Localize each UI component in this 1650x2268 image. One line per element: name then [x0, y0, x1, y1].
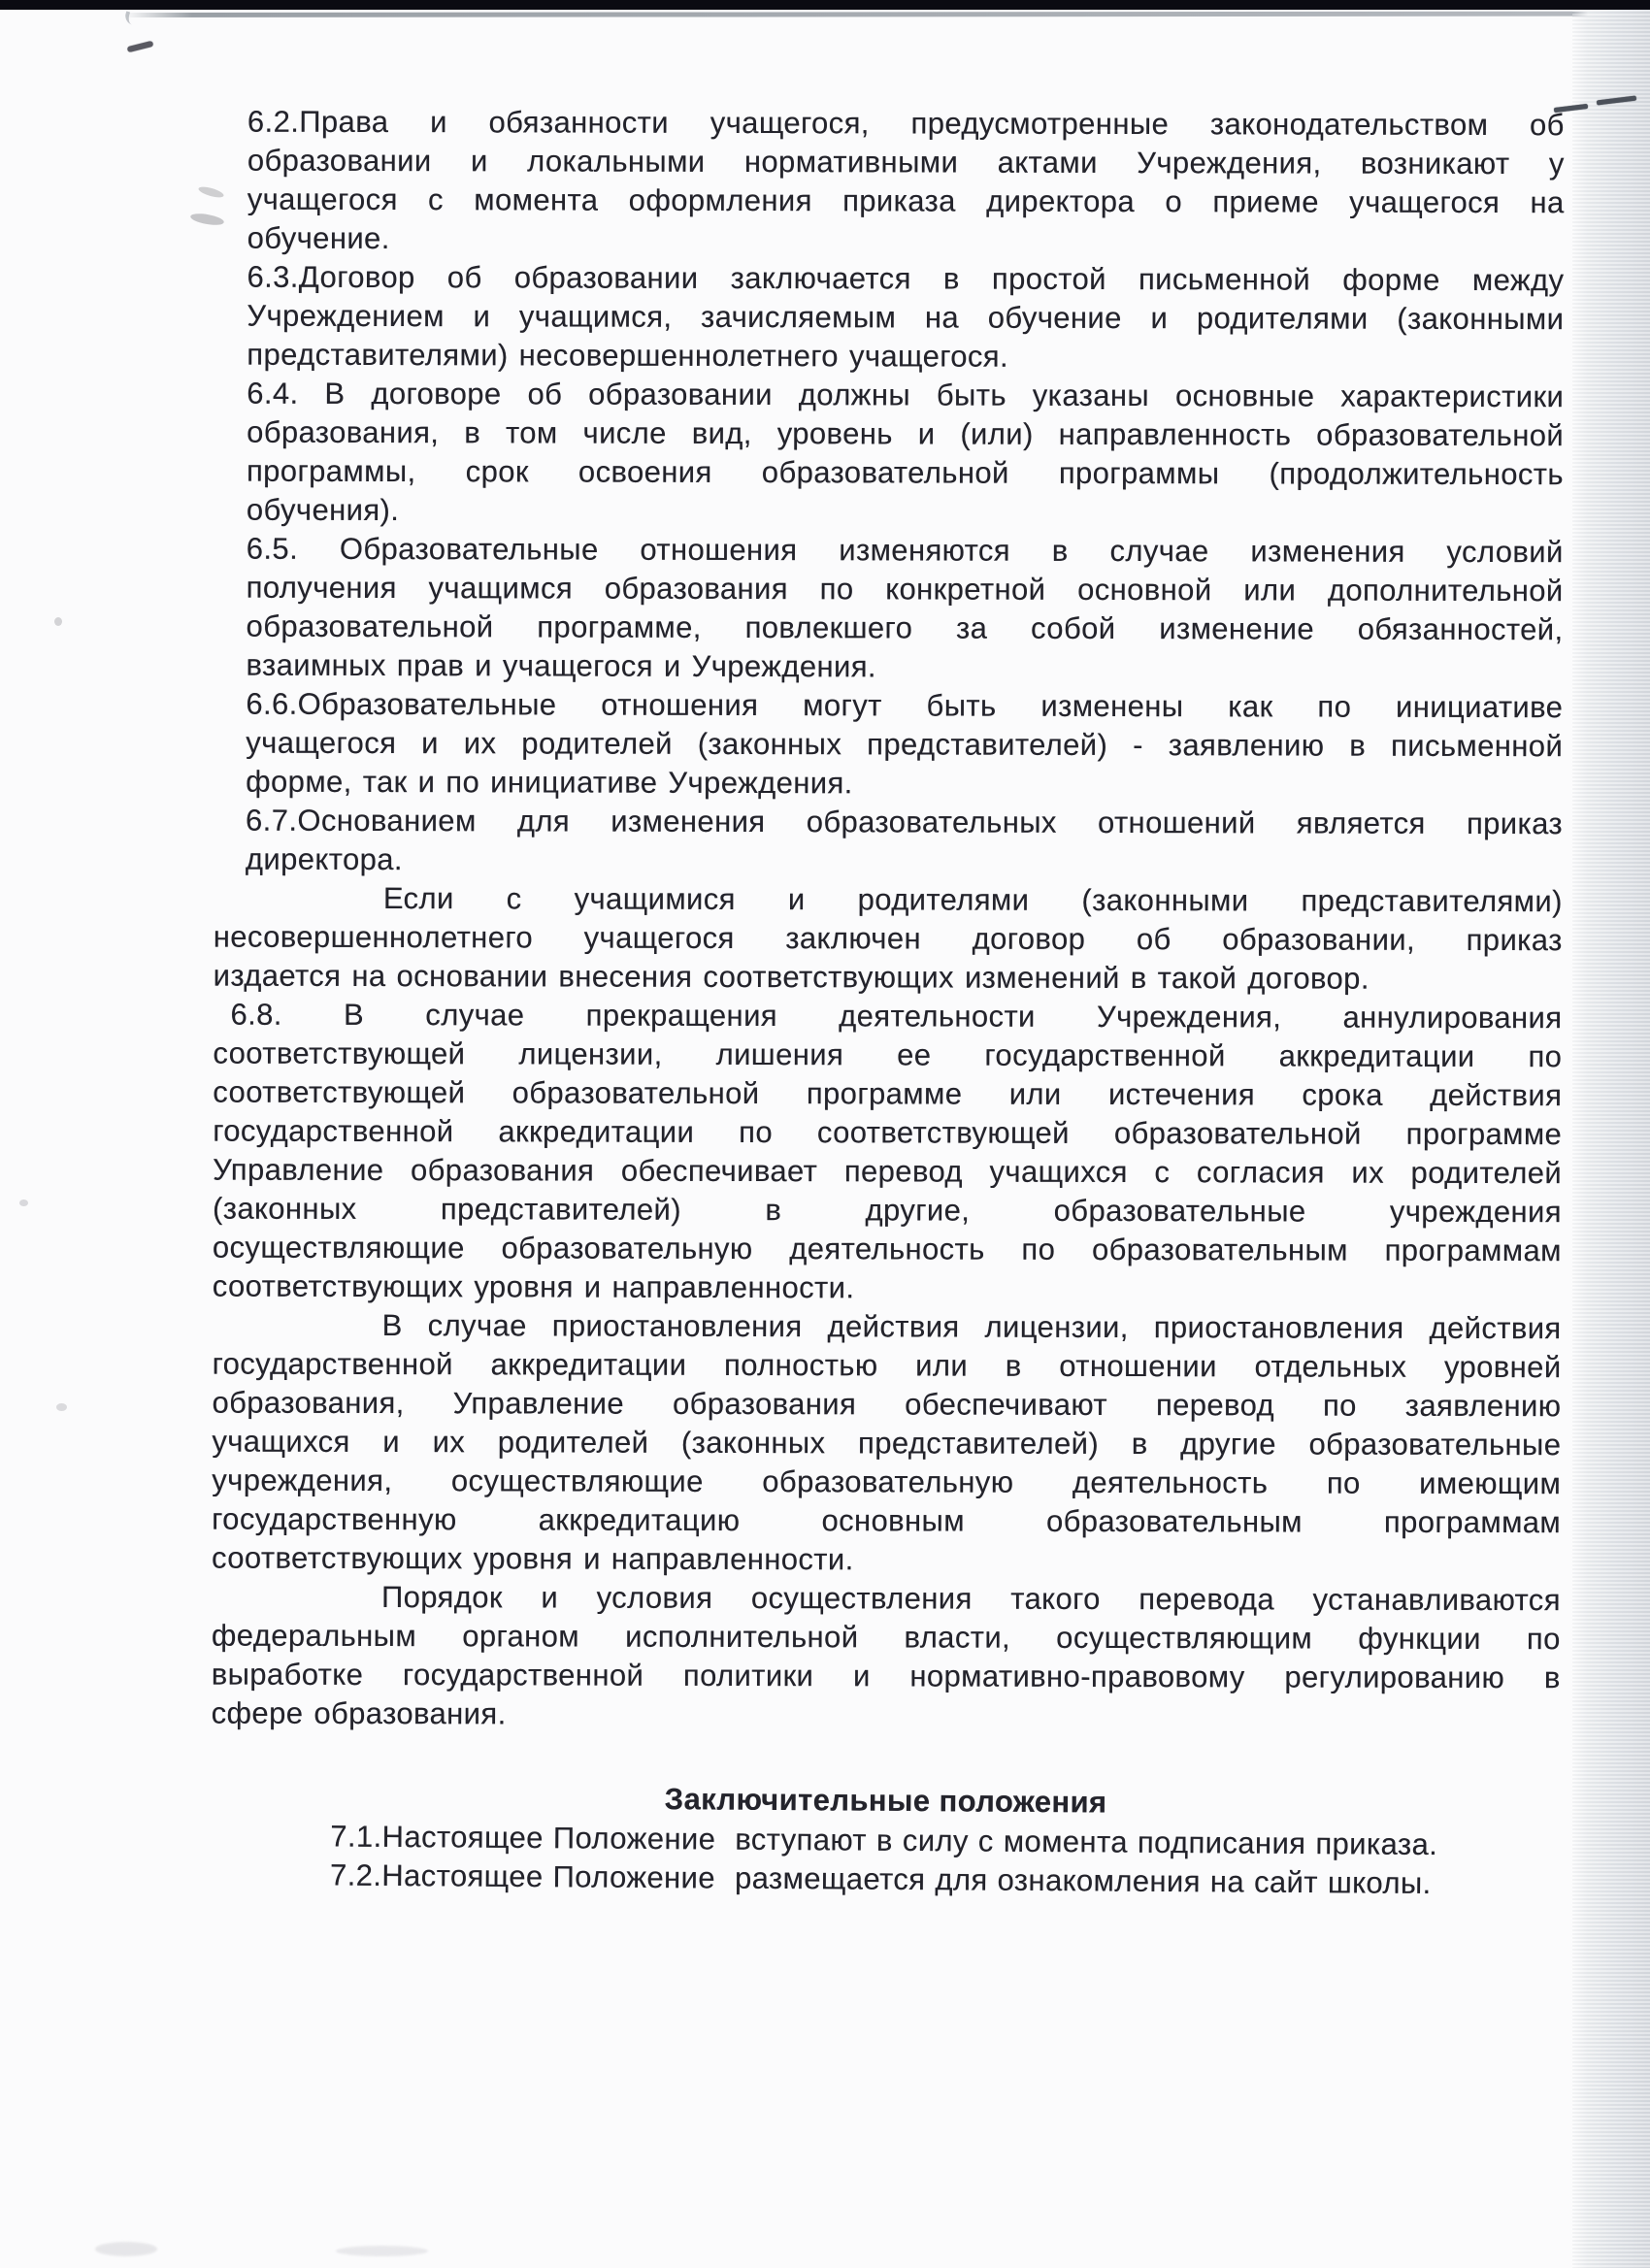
text-line: государственной аккредитации по соответствующей образовательной программе: [213, 1113, 1563, 1152]
text-line: В случае приостановления действия лицензии, приостановления действия: [381, 1308, 1562, 1346]
text-line: учащегося с момента оформления приказа директора о приеме учащегося на: [247, 181, 1565, 220]
text-line: директора.: [245, 841, 403, 877]
text-line: 6.8. В случае прекращения деятельности Учреждения, аннулирования: [230, 997, 1563, 1035]
paragraph: [213, 996, 1563, 1310]
paragraph: [248, 103, 1565, 262]
paragraph: [246, 802, 1563, 883]
text-line: учреждения, осуществляющие образовательную деятельность по имеющим: [212, 1463, 1562, 1501]
text-line: образовании и локальными нормативными актами Учреждения, возникают у: [247, 143, 1565, 181]
text-line: соответствующих уровня и направленности.: [212, 1268, 855, 1305]
text-line: соответствующих уровня и направленности.: [212, 1540, 854, 1577]
text-line: обучение.: [247, 220, 390, 256]
text-line: издается на основании внесения соответствующих изменений в такой договор.: [213, 958, 1370, 996]
document-body: [0, 102, 1650, 1901]
page-edge-shadow: [124, 12, 1650, 17]
paragraph: [246, 685, 1563, 805]
text-line: соответствующей образовательной программе или истечения срока действия: [213, 1074, 1563, 1113]
text-line: 6.5. Образовательные отношения изменяются в случае изменения условий: [246, 531, 1564, 570]
text-line: форме, так и по инициативе Учреждения.: [246, 764, 853, 801]
text-line: федеральным органом исполнительной власти, осуществляющим функции по: [211, 1618, 1561, 1657]
scan-smudge: [95, 2242, 157, 2256]
text-line: обучения).: [246, 492, 400, 528]
text-line: сфере образования.: [211, 1695, 507, 1731]
closing-heading: Заключительные положения: [664, 1782, 1107, 1820]
paragraph: [247, 375, 1564, 534]
text-line: 6.3.Договор об образовании заключается в простой письменной форме между: [247, 259, 1565, 298]
text-line: учащихся и их родителей (законных представителей) в другие образовательные: [212, 1424, 1562, 1463]
scan-smudge: [336, 2246, 428, 2256]
text-line: 6.4. В договоре об образовании должны быть указаны основные характеристики: [247, 376, 1565, 414]
text-line: 6.2.Права и обязанности учащегося, предусмотренные законодательством об: [247, 104, 1565, 143]
text-line: Порядок и условия осуществления такого перевода устанавливаются: [380, 1580, 1561, 1618]
text-line: представителями) несовершеннолетнего учащегося.: [247, 337, 1009, 374]
text-line: осуществляющие образовательную деятельность по образовательным программам: [212, 1230, 1562, 1268]
text-line: образовательной программе, повлекшего за собой изменение обязанностей,: [246, 608, 1564, 647]
paragraph: [247, 258, 1564, 378]
text-line: соответствующей лицензии, лишения ее государственной аккредитации по: [213, 1035, 1563, 1074]
text-line: выработке государственной политики и нормативно-правовому регулированию в: [211, 1657, 1561, 1695]
text-line: 6.6.Образовательные отношения могут быть изменены как по инициативе: [246, 686, 1564, 725]
scan-artifact-dash: [127, 41, 154, 52]
text-line: взаимных прав и учащегося и Учреждения.: [246, 647, 876, 684]
text-line: получения учащимся образования по конкретной основной или дополнительной: [246, 570, 1564, 608]
closing-item-7-1: 7.1.Настоящее Положение вступают в силу с момента подписания приказа.: [330, 1819, 1438, 1862]
closing-section: [211, 1776, 1561, 1904]
text-line: государственной аккредитации полностью или в отношении отдельных уровней: [212, 1346, 1562, 1385]
paragraphs: [0, 102, 1650, 1736]
scanner-edge-top: [0, 0, 1650, 10]
paragraph: [246, 530, 1563, 689]
text-line: Учреждением и учащимся, зачисляемым на обучение и родителями (законными: [247, 298, 1565, 337]
text-line: образования, в том числе вид, уровень и (или) направленность образовательной: [247, 414, 1565, 453]
text-line: (законных представителей) в другие, образовательные учреждения: [212, 1191, 1563, 1230]
closing-item-7-2: 7.2.Настоящее Положение размещается для ознакомления на сайт школы.: [329, 1857, 1432, 1901]
text-line: государственную аккредитацию основным образовательным программам: [212, 1501, 1562, 1540]
paragraph: [212, 1578, 1561, 1737]
text-line: программы, срок освоения образовательной программы (продолжительность: [246, 453, 1564, 492]
paragraph: [212, 1306, 1562, 1582]
text-line: Если с учащимися и родителями (законными представителями): [382, 881, 1563, 919]
text-line: учащегося и их родителей (законных представителей) - заявлению в письменной: [246, 725, 1564, 764]
text-line: несовершеннолетнего учащегося заключен договор об образовании, приказ: [213, 919, 1563, 958]
text-line: Управление образования обеспечивает перевод учащихся с согласия их родителей: [213, 1152, 1563, 1191]
text-line: образования, Управление образования обеспечивают перевод по заявлению: [212, 1385, 1562, 1424]
paragraph: [214, 879, 1563, 1000]
text-line: 6.7.Основанием для изменения образовательных отношений является приказ: [246, 803, 1564, 841]
